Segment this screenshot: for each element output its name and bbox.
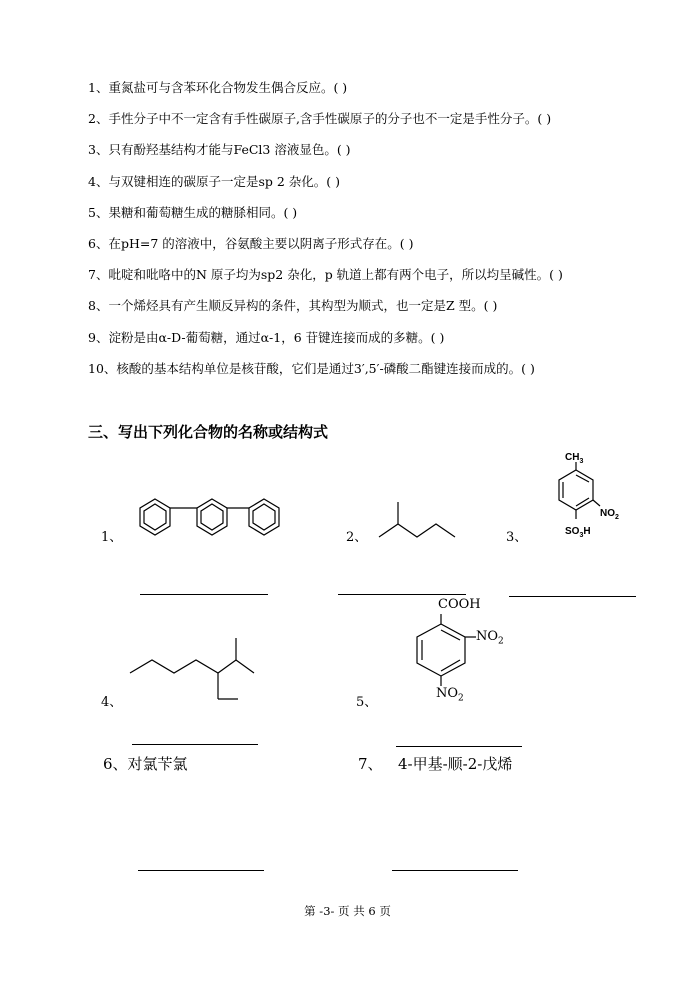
- methylpentane-structure: [377, 500, 467, 540]
- item-3-number: 3、: [506, 530, 528, 545]
- answer-line-2[interactable]: [338, 594, 466, 595]
- item-6-name: 6、对氯苄氯: [103, 755, 188, 773]
- answer-line-7[interactable]: [392, 870, 518, 871]
- ch3-label: $CH_3$: [565, 452, 584, 465]
- question-4: 4、与双键相连的碳原子一定是sp 2 杂化。( ): [88, 174, 340, 189]
- dinitrobenzoic-acid-structure: [410, 610, 500, 690]
- branched-alkane-structure: [128, 636, 258, 706]
- so3h-label: $SO_3H$: [565, 526, 591, 539]
- item-2-number: 2、: [346, 530, 368, 545]
- question-6: 6、在pH=7 的溶液中，谷氨酸主要以阴离子形式存在。( ): [88, 236, 414, 251]
- answer-line-6[interactable]: [138, 870, 264, 871]
- question-3: 3、只有酚羟基结构才能与FeCl3 溶液显色。( ): [88, 142, 351, 157]
- answer-line-1[interactable]: [140, 594, 268, 595]
- no2-label-5a: $NO_2$: [476, 629, 504, 647]
- question-5: 5、果糖和葡萄糖生成的糖脎相同。( ): [88, 205, 298, 220]
- question-1: 1、重氮盐可与含苯环化合物发生偶合反应。( ): [88, 80, 348, 95]
- question-2: 2、手性分子中不一定含有手性碳原子,含手性碳原子的分子也不一定是手性分子。( ): [88, 111, 552, 126]
- terphenyl-structure: [132, 488, 302, 548]
- cooh-label: COOH: [438, 597, 481, 612]
- item-5-number: 5、: [356, 695, 378, 710]
- item-7-number: 7、: [358, 755, 383, 773]
- item-7-name: 4-甲基-顺-2-戊烯: [398, 755, 513, 773]
- question-9: 9、淀粉是由α-D-葡萄糖，通过α-1，6 苷键连接而成的多糖。( ): [88, 330, 445, 345]
- item-4-number: 4、: [101, 695, 123, 710]
- page-footer: 第 -3- 页 共 6 页: [304, 904, 391, 918]
- no2-label-3: $NO_2$: [600, 508, 619, 521]
- question-8: 8、一个烯烃具有产生顺反异构的条件，其构型为顺式，也一定是Z 型。( ): [88, 298, 498, 313]
- question-10: 10、核酸的基本结构单位是核苷酸，它们是通过3′,5′-磷酸二酯键连接而成的。( ): [88, 361, 535, 376]
- answer-line-5[interactable]: [396, 746, 522, 747]
- section-title: 三、写出下列化合物的名称或结构式: [88, 423, 329, 441]
- answer-line-3[interactable]: [509, 596, 636, 597]
- question-7: 7、吡啶和吡咯中的N 原子均为sp2 杂化，p 轨道上都有两个电子，所以均呈碱性。( ): [88, 267, 563, 282]
- answer-line-4[interactable]: [132, 744, 258, 745]
- item-1-number: 1、: [101, 530, 123, 545]
- no2-label-5b: $NO_2$: [436, 686, 464, 704]
